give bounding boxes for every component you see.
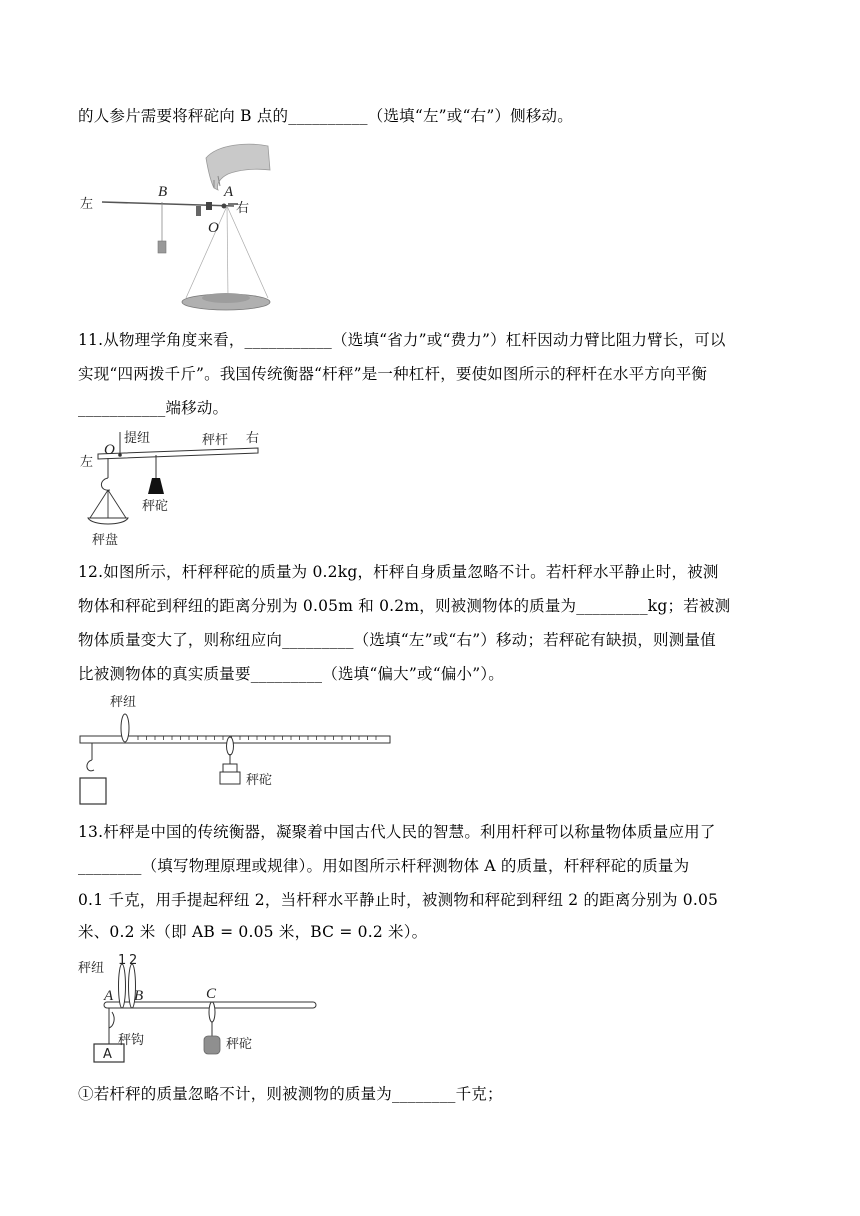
q13-fig-label-chenggou: 秤钩 — [118, 1033, 145, 1048]
q12-text-line1: 12.如图所示，杆秤秤砣的质量为 0.2kg，杆秤自身质量忽略不计。若杆秤水平静止时，被测 — [78, 563, 719, 581]
q13-figure — [78, 952, 328, 1068]
q10-fig-label-B: B — [158, 184, 168, 200]
q13-fig-label-chengniu: 秤纽 — [78, 961, 105, 976]
q13-fig-label-1: 1 — [118, 953, 127, 968]
q10-fig-label-left: 左 — [80, 197, 94, 212]
q13-text-line3: 0.1 千克，用手提起秤纽 2，当杆秤水平静止时，被测物和秤砣到秤纽 2 的距离分别为 0.05 — [78, 891, 719, 909]
q13-text-line1: 13.杆秤是中国的传统衡器，凝聚着中国古代人民的智慧。利用杆秤可以称量物体质量应用了 — [78, 823, 716, 841]
q13-fig-label-2: 2 — [129, 953, 138, 968]
q13-fig-label-chengtuo: 秤砣 — [226, 1037, 253, 1052]
q11-fig-label-chengtuo: 秤砣 — [142, 499, 169, 514]
q12-text-line3: 物体质量变大了，则称纽应向_________（选填“左”或“右”）移动；若秤砣有缺损，则测量值 — [78, 631, 716, 649]
q13-sub1-text: ①若杆秤的质量忽略不计，则被测物的质量为________千克； — [78, 1085, 503, 1103]
q12-fig-label-chengtuo: 秤砣 — [246, 773, 273, 788]
q11-fig-label-tizu: 提纽 — [124, 431, 151, 446]
q10-text-line1: 的人参片需要将秤砣向 B 点的__________（选填“左”或“右”）侧移动。 — [78, 107, 573, 125]
q11-text-line1: 11.从物理学角度来看，___________（选填“省力”或“费力”）杠杆因动力臂比阻力臂长，可以 — [78, 331, 726, 349]
q10-fig-label-right: 右 — [236, 201, 250, 216]
q13-fig-label-B: B — [134, 988, 144, 1004]
q12-figure — [78, 690, 398, 810]
q12-text-line4: 比被测物体的真实质量要_________（选填“偏大”或“偏小”）。 — [78, 665, 504, 683]
q11-figure — [78, 422, 278, 552]
q11-fig-label-chengpan: 秤盘 — [92, 533, 119, 548]
q11-fig-label-right: 右 — [246, 431, 260, 446]
q13-fig-label-C: C — [206, 986, 217, 1002]
q13-fig-box-A: A — [103, 1047, 112, 1062]
q13-text-line4: 米、0.2 米（即 AB = 0.05 米，BC = 0.2 米）。 — [78, 923, 428, 941]
q11-fig-label-chenggan: 秤杆 — [202, 433, 229, 448]
q10-fig-label-A: A — [224, 184, 234, 200]
q11-fig-label-left: 左 — [80, 455, 94, 470]
q13-text-line2: ________（填写物理原理或规律）。用如图所示杆秤测物体 A 的质量，杆秤秤砣的质量为 — [78, 857, 690, 875]
q11-text-line2: 实现“四两拨千斤”。我国传统衡器“杆秤”是一种杠杆，要使如图所示的秤杆在水平方向平衡 — [78, 365, 708, 383]
q10-fig-label-O: O — [208, 220, 219, 236]
q13-fig-label-A: A — [104, 988, 114, 1004]
q11-text-line3: ___________端移动。 — [78, 399, 229, 417]
q10-figure — [78, 140, 278, 320]
q12-fig-label-chengniu: 秤纽 — [110, 695, 137, 710]
q12-text-line2: 物体和秤砣到秤纽的距离分别为 0.05m 和 0.2m，则被测物体的质量为_________kg；若被测 — [78, 597, 731, 615]
q11-fig-label-O: O — [104, 442, 115, 458]
